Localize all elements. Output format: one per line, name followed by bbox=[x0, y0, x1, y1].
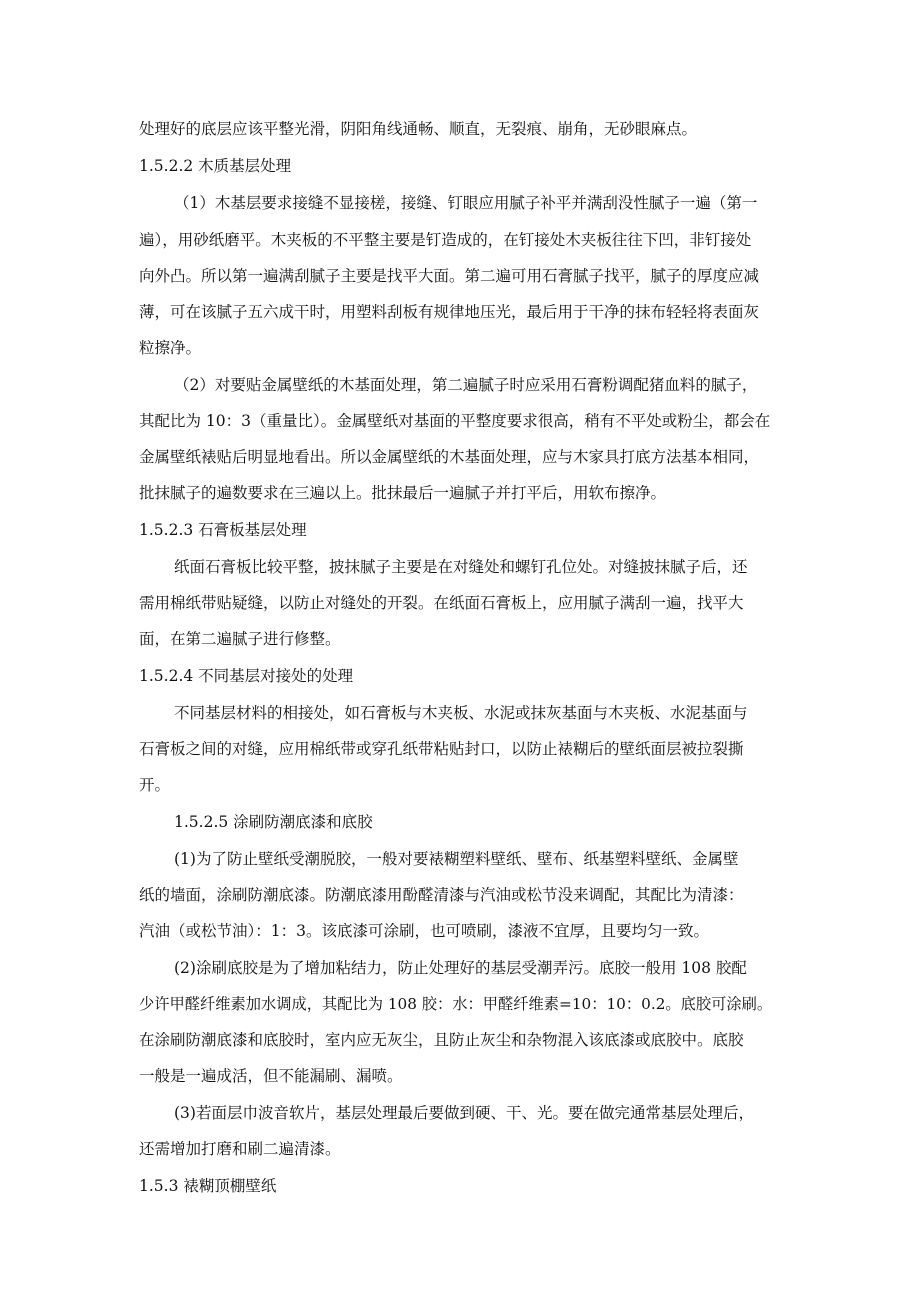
paragraph-line: 处理好的底层应该平整光滑，阴阳角线通畅、顺直，无裂痕、崩角，无砂眼麻点。 bbox=[139, 120, 698, 138]
paragraph-line: 批抹腻子的遍数要求在三遍以上。批抹最后一遍腻子并打平后，用软布擦净。 bbox=[139, 484, 667, 502]
paragraph-line: （2）对要贴金属壁纸的木基面处理，第二遍腻子时应采用石膏粉调配猪血料的腻子， bbox=[174, 376, 758, 394]
paragraph-line: 薄，可在该腻子五六成干时，用塑料刮板有规律地压光，最后用于干净的抹布轻轻将表面灰 bbox=[139, 303, 760, 321]
paragraph-line: 粒擦净。 bbox=[139, 339, 202, 357]
paragraph-line: (2)涂刷底胶是为了增加粘结力，防止处理好的基层受潮弄污。底胶一般用 108 胶配 bbox=[174, 959, 747, 977]
section-heading-1-5-2-5: 1.5.2.5 涂刷防潮底漆和底胶 bbox=[174, 813, 373, 831]
paragraph-line: 遍），用砂纸磨平。木夹板的不平整主要是钉造成的，在钉接处木夹板往往下凹，非钉接处 bbox=[139, 231, 752, 249]
paragraph-line: 纸面石膏板比较平整，披抹腻子主要是在对缝处和螺钉孔位处。对缝披抹腻子后，还 bbox=[174, 558, 748, 576]
paragraph-line: 少许甲醛纤维素加水调成，其配比为 108 胶：水：甲醛纤维素=10：10：0.2。底胶可涂刷。 bbox=[139, 995, 773, 1013]
section-heading-1-5-3: 1.5.3 裱糊顶棚壁纸 bbox=[139, 1177, 277, 1195]
paragraph-line: 开。 bbox=[139, 776, 171, 794]
paragraph-line: 向外凸。所以第一遍满刮腻子主要是找平大面。第二遍可用石膏腻子找平，腻子的厚度应减 bbox=[139, 267, 760, 285]
section-heading-1-5-2-2: 1.5.2.2 木质基层处理 bbox=[139, 157, 292, 175]
paragraph-line: 一般是一遍成活，但不能漏刷、漏喷。 bbox=[139, 1067, 403, 1085]
paragraph-line: 不同基层材料的相接处，如石膏板与木夹板、水泥或抹灰基面与木夹板、水泥基面与 bbox=[174, 704, 748, 722]
paragraph-line: 在涂刷防潮底漆和底胶时，室内应无灰尘，且防止灰尘和杂物混入该底漆或底胶中。底胶 bbox=[139, 1031, 744, 1049]
paragraph-line: (1)为了防止壁纸受潮脱胶，一般对要裱糊塑料壁纸、壁布、纸基塑料壁纸、金属壁 bbox=[174, 850, 739, 868]
paragraph-line: 汽油（或松节油）：1：3。该底漆可涂刷，也可喷刷，漆液不宜厚，且要均匀一致。 bbox=[139, 922, 709, 940]
paragraph-line: 金属壁纸裱贴后明显地看出。所以金属壁纸的木基面处理，应与木家具打底方法基本相同， bbox=[139, 448, 760, 466]
paragraph-line: 需用棉纸带贴疑缝，以防止对缝处的开裂。在纸面石膏板上，应用腻子满刮一遍，找平大 bbox=[139, 594, 744, 612]
section-heading-1-5-2-4: 1.5.2.4 不同基层对接处的处理 bbox=[139, 667, 354, 685]
section-heading-1-5-2-3: 1.5.2.3 石膏板基层处理 bbox=[139, 521, 307, 539]
paragraph-line: （1）木基层要求接缝不显接槎，接缝、钉眼应用腻子补平并满刮没性腻子一遍（第一 bbox=[174, 194, 758, 212]
paragraph-line: (3)若面层巾波音软片，基层处理最后要做到硬、干、光。要在做完通常基层处理后， bbox=[174, 1104, 754, 1122]
paragraph-line: 石膏板之间的对缝，应用棉纸带或穿孔纸带粘贴封口，以防止裱糊后的壁纸面层被拉裂撕 bbox=[139, 740, 744, 758]
paragraph-line: 面，在第二遍腻子进行修整。 bbox=[139, 630, 341, 648]
paragraph-line: 纸的墙面，涂刷防潮底漆。防潮底漆用酚醛清漆与汽油或松节没来调配，其配比为清漆： bbox=[139, 886, 744, 904]
paragraph-line: 其配比为 10：3（重量比）。金属壁纸对基面的平整度要求很高，稍有不平处或粉尘，都会在 bbox=[139, 412, 771, 430]
paragraph-line: 还需增加打磨和刷二遍清漆。 bbox=[139, 1140, 341, 1158]
